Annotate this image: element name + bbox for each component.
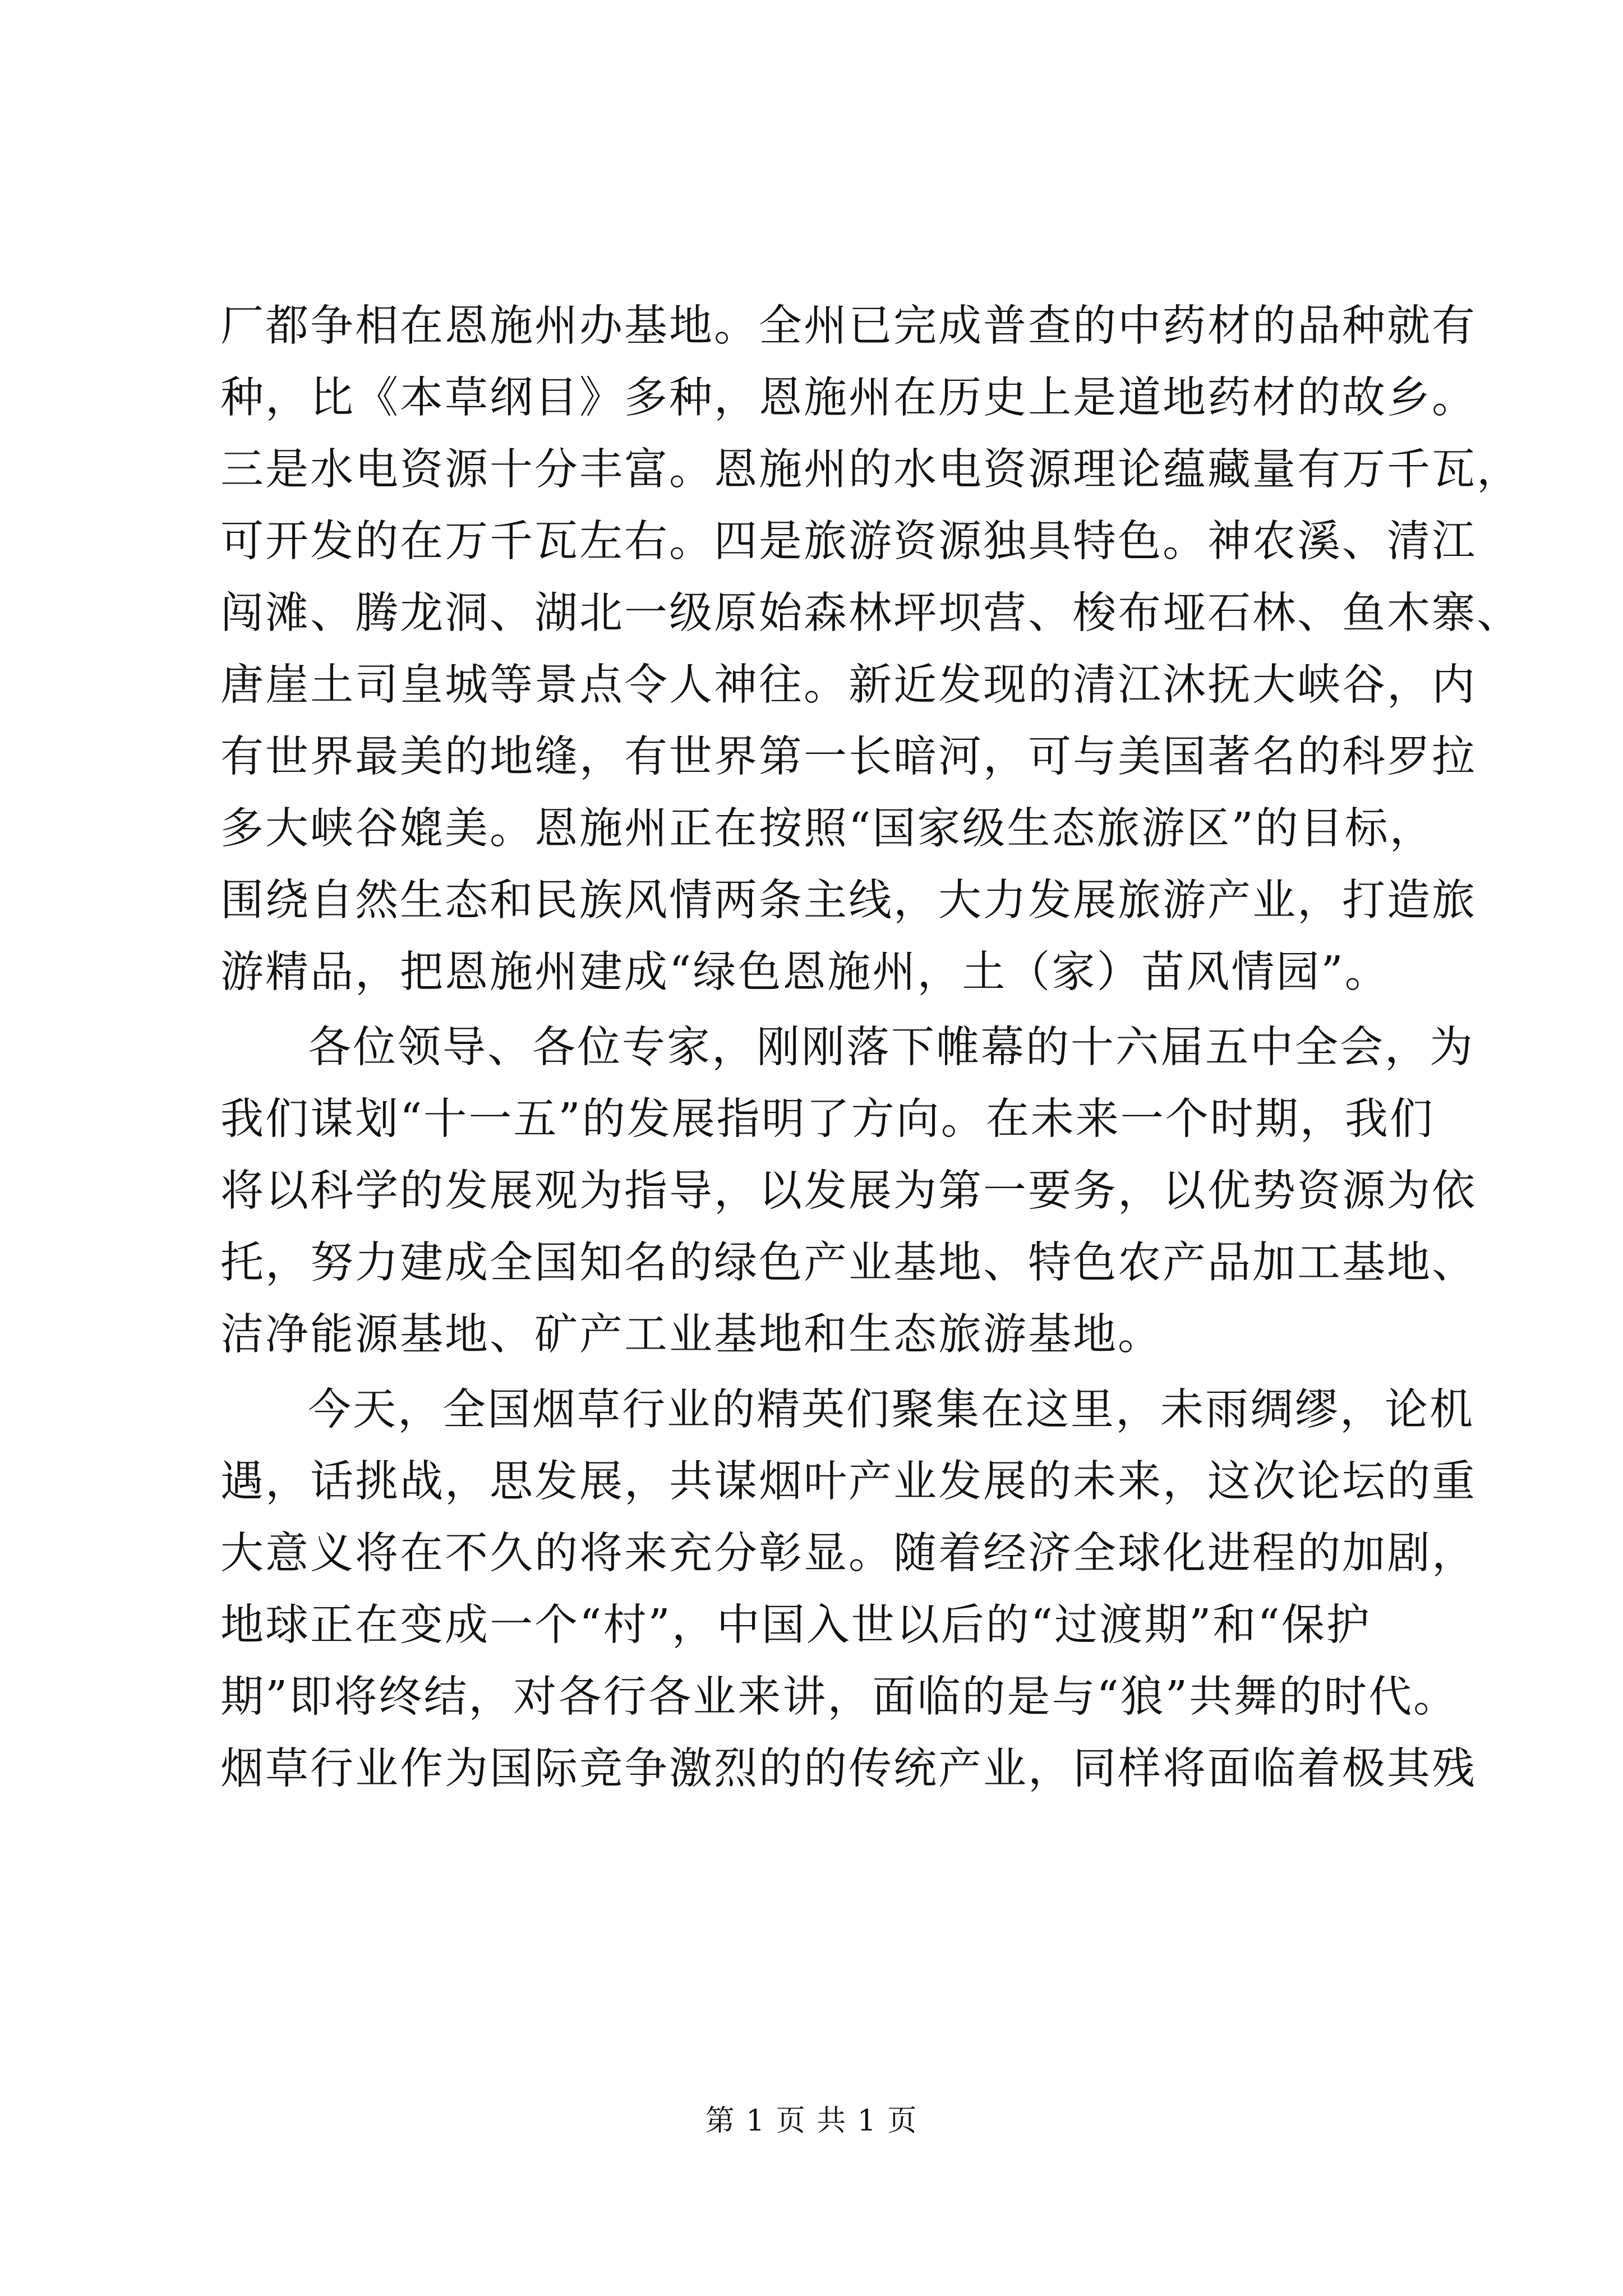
text-line: 大意义将在不久的将来充分彰显。随着经济全球化进程的加剧， <box>220 1529 1477 1579</box>
text-line: 地球正在变成一个“村”，中国入世以后的“过渡期”和“保护 <box>220 1600 1371 1650</box>
text-line: 期”即将终结，对各行各业来讲，面临的是与“狼”共舞的时代。 <box>220 1672 1459 1722</box>
text-line: 遇，话挑战，思发展，共谋烟叶产业发展的未来，这次论坛的重 <box>220 1457 1477 1507</box>
paragraph-first-line: 各位领导、各位专家，刚刚落下帷幕的十六届五中全会，为 <box>308 1023 1474 1073</box>
text-line: 将以科学的发展观为指导，以发展为第一要务，以优势资源为依 <box>220 1166 1477 1216</box>
text-line: 多大峡谷媲美。恩施州正在按照“国家级生态旅游区”的目标， <box>220 804 1435 854</box>
page-number-footer: 第 1 页 共 1 页 <box>705 2104 918 2138</box>
text-line: 唐崖土司皇城等景点令人神往。新近发现的清江沐抚大峡谷，内 <box>220 660 1477 710</box>
text-line: 洁净能源基地、矿产工业基地和生态旅游基地。 <box>220 1310 1163 1360</box>
paragraph-first-line: 今天，全国烟草行业的精英们聚集在这里，未雨绸缪，论机 <box>308 1385 1474 1435</box>
text-line: 烟草行业作为国际竞争激烈的的传统产业，同样将面临着极其残 <box>220 1744 1477 1794</box>
text-line: 围绕自然生态和民族风情两条主线，大力发展旅游产业，打造旅 <box>220 876 1477 926</box>
text-line: 游精品，把恩施州建成“绿色恩施州，土（家）苗风情园”。 <box>220 947 1390 997</box>
text-line: 有世界最美的地缝，有世界第一长暗河，可与美国著名的科罗拉 <box>220 732 1477 782</box>
text-line: 闯滩、腾龙洞、湖北一级原始森林坪坝营、梭布垭石林、鱼木寨、 <box>220 588 1521 638</box>
text-line: 三是水电资源十分丰富。恩施州的水电资源理论蕴藏量有万千瓦， <box>220 445 1521 495</box>
text-line: 种，比《本草纲目》多种，恩施州在历史上是道地药材的故乡。 <box>220 373 1477 423</box>
text-line: 厂都争相在恩施州办基地。全州已完成普查的中药材的品种就有 <box>220 301 1477 351</box>
text-line: 我们谋划“十一五”的发展指明了方向。在未来一个时期，我们 <box>220 1094 1435 1144</box>
text-line: 可开发的在万千瓦左右。四是旅游资源独具特色。神农溪、清江 <box>220 517 1477 567</box>
text-line: 托，努力建成全国知名的绿色产业基地、特色农产品加工基地、 <box>220 1238 1477 1288</box>
